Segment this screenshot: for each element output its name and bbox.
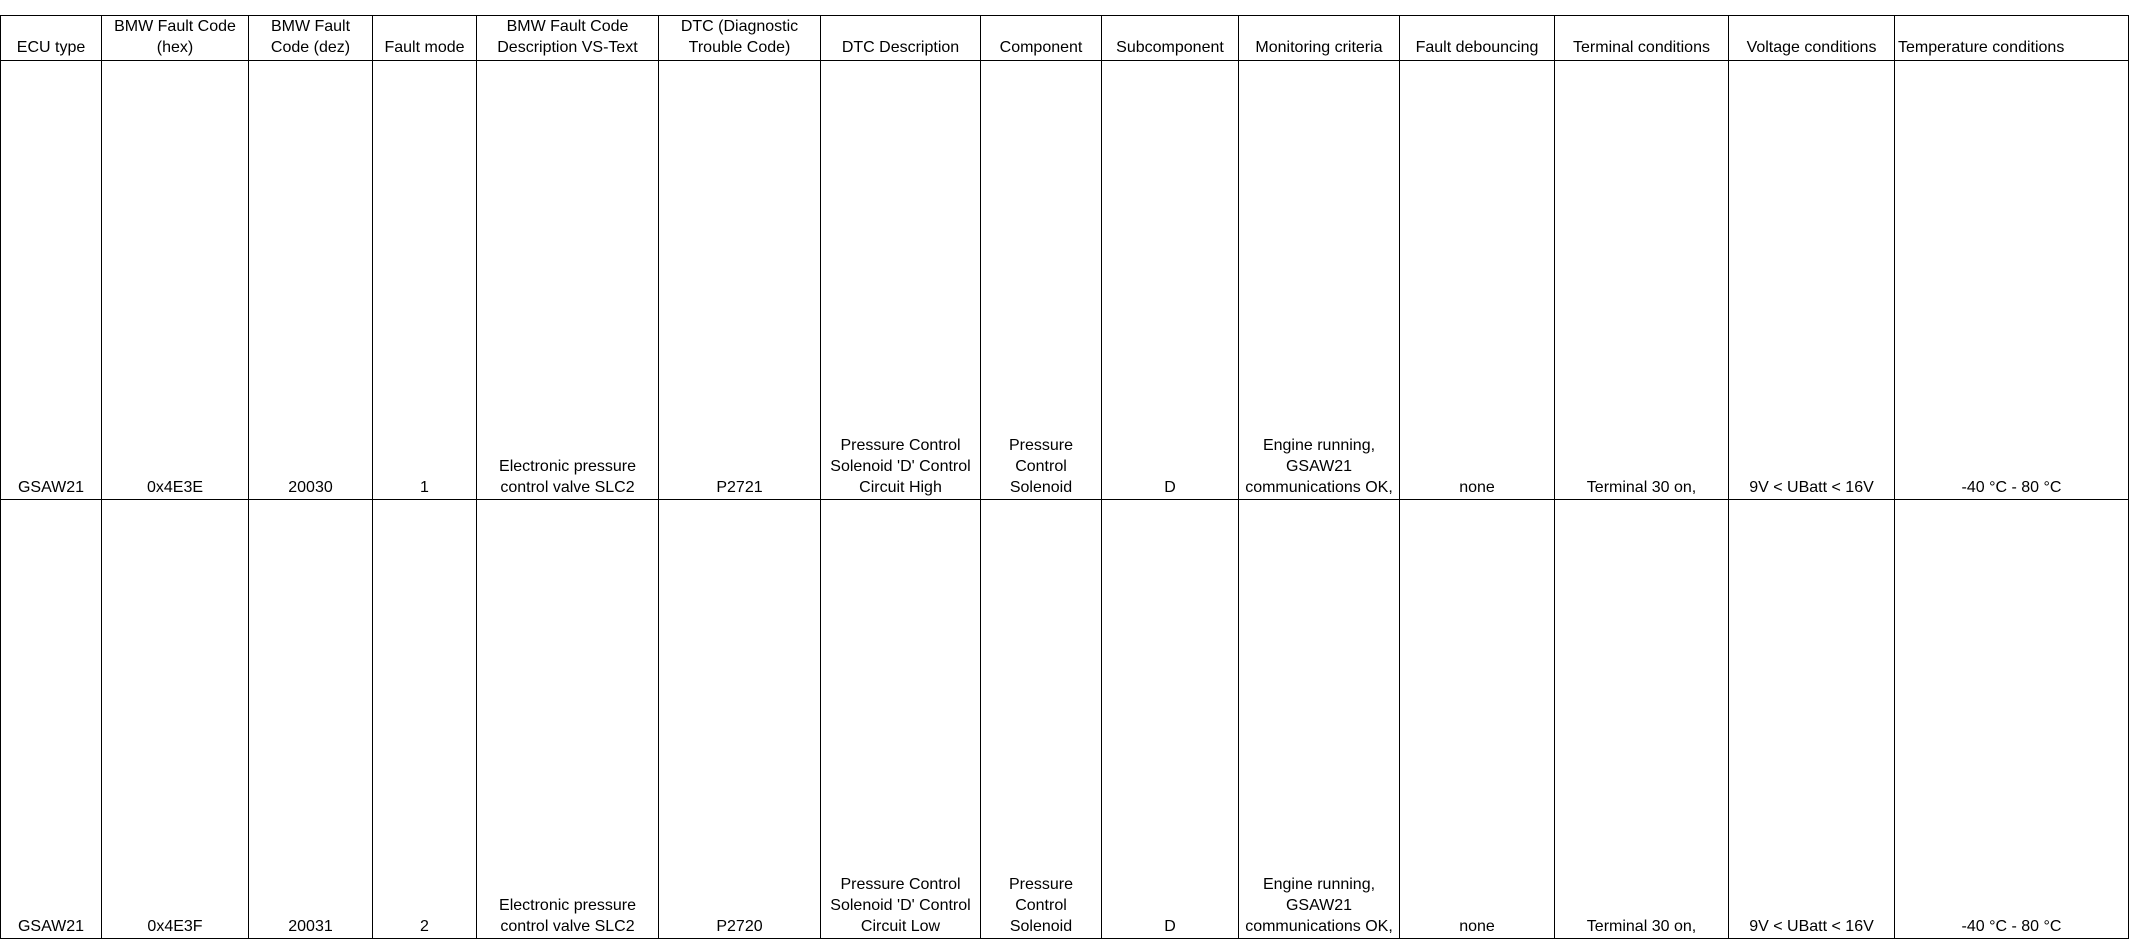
cell-dtc: P2721 [659, 61, 821, 500]
cell-subcomponent: D [1102, 500, 1239, 939]
column-header-monitoring-criteria: Monitoring criteria [1239, 16, 1400, 61]
cell-component: Pressure Control Solenoid [981, 61, 1102, 500]
cell-temperature-conditions: -40 °C - 80 °C [1895, 500, 2129, 939]
column-header-terminal-conditions: Terminal conditions [1555, 16, 1729, 61]
cell-fault-debouncing: none [1400, 500, 1555, 939]
column-header-dtc: DTC (Diagnostic Trouble Code) [659, 16, 821, 61]
column-header-fault-mode: Fault mode [373, 16, 477, 61]
cell-fault-mode: 1 [373, 61, 477, 500]
cell-dtc: P2720 [659, 500, 821, 939]
cell-voltage-conditions: 9V < UBatt < 16V [1729, 61, 1895, 500]
column-header-ecu-type: ECU type [1, 16, 102, 61]
column-header-fault-debouncing: Fault debouncing [1400, 16, 1555, 61]
spreadsheet-sheet [0, 15, 2065, 936]
column-header-component: Component [981, 16, 1102, 61]
cell-fault-code-dez: 20031 [249, 500, 373, 939]
cell-fault-code-dez: 20030 [249, 61, 373, 500]
column-header-voltage-conditions: Voltage conditions [1729, 16, 1895, 61]
cell-fault-debouncing: none [1400, 61, 1555, 500]
header-row [1, 16, 2129, 61]
cell-dtc-description: Pressure Control Solenoid 'D' Control Circuit High [821, 61, 981, 500]
column-header-temperature-conditions: Temperature conditions [1895, 16, 2129, 61]
cell-component: Pressure Control Solenoid [981, 500, 1102, 939]
cell-ecu-type: GSAW21 [1, 61, 102, 500]
column-header-dtc-description: DTC Description [821, 16, 981, 61]
cell-vs-text: Electronic pressure control valve SLC2 [477, 61, 659, 500]
column-header-fault-code-dez: BMW Fault Code (dez) [249, 16, 373, 61]
cell-fault-mode: 2 [373, 500, 477, 939]
cell-subcomponent: D [1102, 61, 1239, 500]
column-header-fault-code-hex: BMW Fault Code (hex) [102, 16, 249, 61]
column-header-vs-text: BMW Fault Code Description VS-Text [477, 16, 659, 61]
cell-monitoring-criteria: Engine running, GSAW21 communications OK, [1239, 500, 1400, 939]
column-header-subcomponent: Subcomponent [1102, 16, 1239, 61]
cell-fault-code-hex: 0x4E3F [102, 500, 249, 939]
table-row [1, 61, 2129, 500]
cell-terminal-conditions: Terminal 30 on, [1555, 61, 1729, 500]
cell-temperature-conditions: -40 °C - 80 °C [1895, 61, 2129, 500]
cell-fault-code-hex: 0x4E3E [102, 61, 249, 500]
cell-vs-text: Electronic pressure control valve SLC2 [477, 500, 659, 939]
cell-monitoring-criteria: Engine running, GSAW21 communications OK, [1239, 61, 1400, 500]
fault-code-table [0, 15, 2129, 939]
table-row [1, 500, 2129, 939]
cell-terminal-conditions: Terminal 30 on, [1555, 500, 1729, 939]
cell-ecu-type: GSAW21 [1, 500, 102, 939]
cell-voltage-conditions: 9V < UBatt < 16V [1729, 500, 1895, 939]
cell-dtc-description: Pressure Control Solenoid 'D' Control Circuit Low [821, 500, 981, 939]
